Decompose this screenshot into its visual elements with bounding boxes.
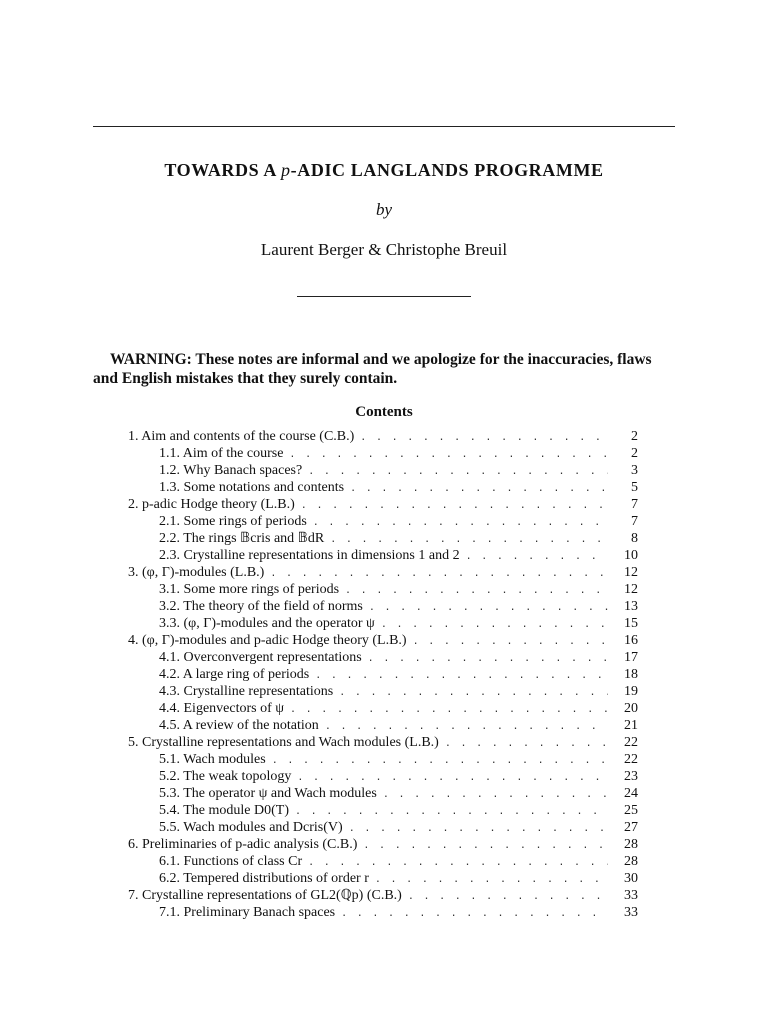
toc-entry-page: 15	[624, 616, 638, 631]
toc-entry[interactable]	[128, 632, 638, 649]
toc-entry-label: 5.2. The weak topology	[159, 769, 292, 784]
toc-entry-label: 6.2. Tempered distributions of order r	[159, 871, 369, 886]
toc-entry-page: 2	[631, 446, 638, 461]
toc-entry[interactable]	[159, 666, 638, 683]
toc-entry-page: 33	[624, 905, 638, 920]
toc-entry-label: 7. Crystalline representations of GL2(ℚp) (C.B.)	[128, 888, 402, 903]
toc-entry-label: 7.1. Preliminary Banach spaces	[159, 905, 336, 920]
toc-entry-page: 16	[624, 633, 638, 648]
toc-entry[interactable]	[159, 717, 638, 734]
toc-entry-label: 1.2. Why Banach spaces?	[159, 463, 303, 478]
toc-entry-label: 2.1. Some rings of periods	[159, 514, 307, 529]
toc-entry-page: 12	[624, 565, 638, 580]
toc-entry-page: 20	[624, 701, 638, 716]
toc-entry[interactable]	[128, 428, 638, 445]
toc-entry-label: 4.3. Crystalline representations	[159, 684, 334, 699]
toc-entry[interactable]	[128, 887, 638, 904]
toc-entry-page: 25	[624, 803, 638, 818]
toc-entry[interactable]	[128, 496, 638, 513]
toc-entry[interactable]	[159, 785, 638, 802]
toc-entry-label: 2.2. The rings 𝔹cris and 𝔹dR	[159, 531, 325, 546]
toc-entry[interactable]	[159, 683, 638, 700]
toc-entry-page: 24	[624, 786, 638, 801]
toc-entry-page: 7	[631, 514, 638, 529]
warning-paragraph: WARNING: These notes are informal and we apologize for the inaccuracies, flaws and English mistakes that they surely contain.	[93, 351, 652, 387]
toc-entry-label: 4.4. Eigenvectors of ψ	[159, 701, 285, 716]
toc-entry[interactable]	[159, 581, 638, 598]
toc-entry-label: 3.2. The theory of the field of norms	[159, 599, 363, 614]
toc-entry[interactable]	[159, 530, 638, 547]
toc-entry-label: 1.3. Some notations and contents	[159, 480, 345, 495]
toc-entry-label: 5.5. Wach modules and Dcris(V)	[159, 820, 343, 835]
toc-entry-page: 2	[631, 429, 638, 444]
toc-entry-page: 30	[624, 871, 638, 886]
byline: by	[375, 200, 393, 219]
toc-entry-label: 4.1. Overconvergent representations	[159, 650, 362, 665]
authors: Laurent Berger & Christophe Breuil	[260, 240, 508, 259]
toc-entry-page: 28	[624, 854, 638, 869]
toc-entry-page: 23	[624, 769, 638, 784]
toc-entry[interactable]	[159, 598, 638, 615]
toc-entry[interactable]	[159, 870, 638, 887]
toc-entry-page: 7	[631, 497, 638, 512]
toc-entry-label: 4.2. A large ring of periods	[159, 667, 310, 682]
toc-entry[interactable]	[159, 479, 638, 496]
toc-entry[interactable]	[159, 513, 638, 530]
toc-entry-page: 22	[624, 735, 638, 750]
toc-entry-page: 12	[624, 582, 638, 597]
toc-entry[interactable]	[128, 564, 638, 581]
toc-entry[interactable]	[159, 802, 638, 819]
toc-entry-label: 5.3. The operator ψ and Wach modules	[159, 786, 377, 801]
toc-entry-label: 4.5. A review of the notation	[159, 718, 319, 733]
toc-entry-page: 5	[631, 480, 638, 495]
toc-entry[interactable]	[159, 700, 638, 717]
toc-entry-page: 21	[624, 718, 638, 733]
toc-entry-label: 2.3. Crystalline representations in dimensions 1 and 2	[159, 548, 460, 563]
toc-entry-label: 2. p-adic Hodge theory (L.B.)	[128, 497, 295, 512]
toc-entry-page: 28	[624, 837, 638, 852]
toc-entry[interactable]	[159, 615, 638, 632]
toc-entry-label: 3.1. Some more rings of periods	[159, 582, 340, 597]
toc-entry-page: 19	[624, 684, 638, 699]
toc-entry[interactable]	[159, 649, 638, 666]
toc-entry-label: 5.1. Wach modules	[159, 752, 266, 767]
toc-entry[interactable]	[159, 445, 638, 462]
toc-entry-label: 1.1. Aim of the course	[159, 446, 284, 461]
toc-entry[interactable]	[128, 734, 638, 751]
page-title: TOWARDS A p-ADIC LANGLANDS PROGRAMME	[164, 160, 604, 180]
toc-entry[interactable]	[128, 836, 638, 853]
contents-heading: Contents	[355, 404, 413, 420]
toc-entry[interactable]	[159, 768, 638, 785]
toc-entry-label: 6.1. Functions of class Cr	[159, 854, 303, 869]
toc-entry-page: 8	[631, 531, 638, 546]
divider-rule	[297, 296, 471, 297]
toc-entry-label: 1. Aim and contents of the course (C.B.)	[128, 429, 355, 444]
toc-entry-page: 10	[624, 548, 638, 563]
toc-entry[interactable]	[159, 819, 638, 836]
toc-entry-label: 5. Crystalline representations and Wach modules (L.B.)	[128, 735, 439, 750]
toc-entry-page: 27	[624, 820, 638, 835]
toc-entry-page: 33	[624, 888, 638, 903]
toc-entry[interactable]	[159, 547, 638, 564]
toc-entry-page: 18	[624, 667, 638, 682]
toc-entry-label: 3.3. (φ, Γ)-modules and the operator ψ	[159, 616, 375, 631]
toc-entry-page: 3	[631, 463, 638, 478]
toc-entry[interactable]	[159, 853, 638, 870]
toc-entry-page: 22	[624, 752, 638, 767]
toc-entry-label: 4. (φ, Γ)-modules and p-adic Hodge theory (L.B.)	[128, 633, 407, 648]
toc-entry[interactable]	[159, 751, 638, 768]
toc-entry[interactable]	[159, 904, 638, 921]
top-rule	[93, 126, 675, 127]
toc-entry-page: 13	[624, 599, 638, 614]
toc-entry-label: 6. Preliminaries of p-adic analysis (C.B.)	[128, 837, 358, 852]
toc-entry-page: 17	[624, 650, 638, 665]
toc-entry-label: 5.4. The module D0(T)	[159, 803, 289, 818]
toc-entry[interactable]	[159, 462, 638, 479]
toc-entry-label: 3. (φ, Γ)-modules (L.B.)	[128, 565, 265, 580]
